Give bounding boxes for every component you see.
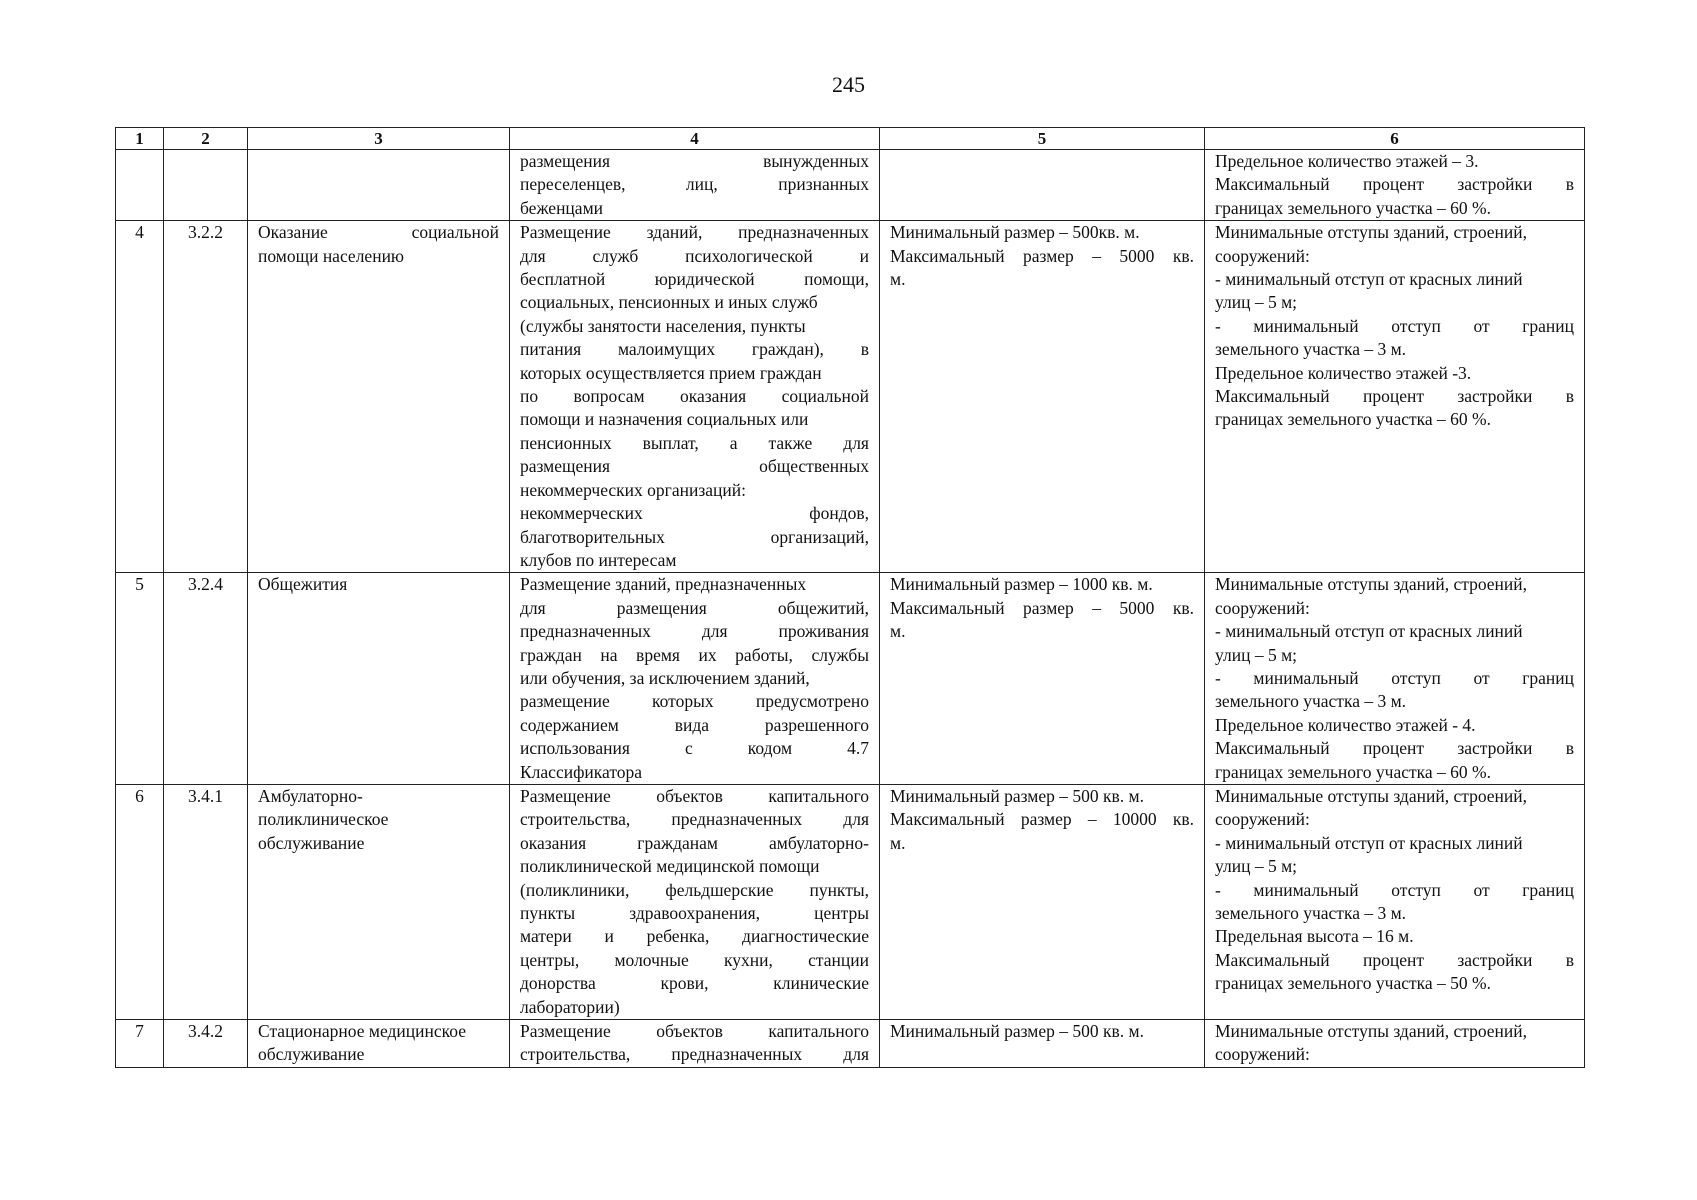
text-line: Минимальные отступы зданий, строений, (1215, 574, 1528, 595)
text-line: обслуживание (258, 1044, 365, 1065)
construction-params-cell (1205, 784, 1585, 1019)
text-line: граждан на время их работы, службы (520, 644, 869, 665)
text-line: Минимальный размер – 500кв. м. (890, 222, 1140, 243)
text-line: благотворительных организаций, (520, 526, 869, 547)
text-line: Стационарное медицинское (258, 1021, 466, 1042)
plot-size-cell (880, 221, 1205, 573)
text-line: сооружений: (1215, 245, 1310, 266)
text-line: содержанием вида разрешенного (520, 714, 869, 735)
text-line: поликлиническое (258, 809, 389, 830)
table-row (116, 150, 1585, 221)
text-line: питания малоимущих граждан), в (520, 339, 869, 360)
text-line: размещения вынужденных (520, 151, 869, 171)
text-line: Размещение объектов капитального (520, 1021, 869, 1042)
row-number-cell: 7 (116, 1020, 164, 1068)
text-line: для служб психологической и (520, 245, 869, 266)
text-line: пенсионных выплат, а также для (520, 432, 869, 453)
text-line: Максимальный процент застройки в (1215, 738, 1574, 759)
text-line: Общежития (258, 574, 348, 595)
plot-size-cell (880, 784, 1205, 1019)
text-line: улиц – 5 м; (1215, 856, 1298, 877)
row-number-cell: 5 (116, 573, 164, 785)
text-line: пункты здравоохранения, центры (520, 903, 869, 923)
text-line: - минимальный отступ от красных линий (1215, 832, 1523, 853)
column-header: 6 (1205, 128, 1585, 150)
text-line: Классификатора (520, 761, 643, 782)
text-line: матери и ребенка, диагностические (520, 926, 869, 947)
use-description-cell (510, 573, 880, 785)
text-line: Предельное количество этажей - 4. (1215, 714, 1476, 735)
text-line: помощи населению (258, 245, 405, 266)
text-line: центры, молочные кухни, станции (520, 949, 869, 970)
column-header: 1 (116, 128, 164, 150)
text-line: или обучения, за исключением зданий, (520, 667, 810, 688)
type-code-cell: 3.2.4 (164, 573, 248, 785)
text-line: обслуживание (258, 832, 365, 853)
text-line: Максимальный размер – 5000 кв. (890, 245, 1194, 266)
construction-params-cell (1205, 150, 1585, 221)
use-type-name-cell (248, 573, 510, 785)
text-line: Максимальный процент застройки в (1215, 949, 1574, 970)
text-line: Минимальные отступы зданий, строений, (1215, 222, 1528, 243)
text-line: лаборатории) (520, 996, 620, 1017)
text-line: Предельное количество этажей -3. (1215, 362, 1472, 383)
column-header: 3 (248, 128, 510, 150)
text-line: Минимальные отступы зданий, строений, (1215, 1021, 1528, 1042)
text-line: размещение которых предусмотрено (520, 691, 869, 712)
text-line: м. (890, 269, 906, 290)
text-line: границах земельного участка – 50 %. (1215, 973, 1491, 994)
text-line: земельного участка – 3 м. (1215, 339, 1407, 360)
type-code-cell: 3.2.2 (164, 221, 248, 573)
use-description-cell (510, 221, 880, 573)
text-line: переселенцев, лиц, признанных (520, 174, 869, 195)
column-header: 5 (880, 128, 1205, 150)
text-line: Размещение зданий, предназначенных (520, 574, 807, 595)
text-line: - минимальный отступ от границ (1215, 879, 1574, 900)
plot-size-cell (880, 573, 1205, 785)
text-line: Минимальный размер – 500 кв. м. (890, 1021, 1144, 1042)
use-type-name-cell (248, 784, 510, 1019)
text-line: использования с кодом 4.7 (520, 738, 869, 759)
text-line: Максимальный размер – 10000 кв. (890, 809, 1194, 830)
text-line: границах земельного участка – 60 %. (1215, 761, 1491, 782)
text-line: бесплатной юридической помощи, (520, 269, 869, 290)
text-line: сооружений: (1215, 597, 1310, 618)
text-line: по вопросам оказания социальной (520, 386, 869, 407)
text-line: Минимальные отступы зданий, строений, (1215, 785, 1528, 806)
text-line: донорства крови, клинические (520, 973, 869, 994)
column-number-row (116, 128, 1585, 150)
row-number-cell: 6 (116, 784, 164, 1019)
type-code-cell: 3.4.2 (164, 1020, 248, 1068)
text-line: беженцами (520, 197, 604, 218)
use-type-name-cell (248, 221, 510, 573)
text-line: Предельная высота – 16 м. (1215, 926, 1414, 947)
text-line: (службы занятости населения, пункты (520, 315, 806, 336)
text-line: - минимальный отступ от красных линий (1215, 621, 1523, 642)
text-line: Максимальный процент застройки в (1215, 174, 1574, 195)
zoning-table (115, 127, 1585, 1068)
text-line: помощи и назначения социальных или (520, 409, 809, 430)
column-header: 4 (510, 128, 880, 150)
text-line: Амбулаторно- (258, 785, 363, 806)
use-description-cell (510, 150, 880, 221)
table-body (116, 150, 1585, 1068)
type-code-cell: 3.4.1 (164, 784, 248, 1019)
text-line: м. (890, 621, 906, 642)
text-line: (поликлиники, фельдшерские пункты, (520, 879, 869, 900)
text-line: предназначенных для проживания (520, 621, 869, 642)
text-line: некоммерческих организаций: (520, 479, 746, 500)
text-line: поликлинической медицинской помощи (520, 856, 820, 877)
use-description-cell (510, 1020, 880, 1068)
text-line: земельного участка – 3 м. (1215, 903, 1407, 923)
row-number-cell (116, 150, 164, 221)
text-line: Минимальный размер – 1000 кв. м. (890, 574, 1153, 595)
table-row (116, 1020, 1585, 1068)
use-description-cell (510, 784, 880, 1019)
text-line: сооружений: (1215, 1044, 1310, 1065)
text-line: оказания гражданам амбулаторно- (520, 832, 869, 853)
construction-params-cell (1205, 573, 1585, 785)
text-line: строительства, предназначенных для (520, 1044, 869, 1065)
text-line: Размещение зданий, предназначенных (520, 222, 869, 243)
text-line: земельного участка – 3 м. (1215, 691, 1407, 712)
construction-params-cell (1205, 221, 1585, 573)
text-line: сооружений: (1215, 809, 1310, 830)
text-line: размещения общественных (520, 456, 869, 477)
page-number: 245 (832, 72, 865, 97)
text-line: некоммерческих фондов, (520, 503, 869, 524)
column-header: 2 (164, 128, 248, 150)
text-line: Максимальный размер – 5000 кв. (890, 597, 1194, 618)
text-line: которых осуществляется прием граждан (520, 362, 822, 383)
text-line: - минимальный отступ от границ (1215, 315, 1574, 336)
text-line: улиц – 5 м; (1215, 644, 1298, 665)
use-type-name-cell (248, 1020, 510, 1068)
table-row (116, 221, 1585, 573)
plot-size-cell (880, 1020, 1205, 1068)
type-code-cell (164, 150, 248, 221)
text-line: - минимальный отступ от красных линий (1215, 269, 1523, 290)
text-line: Оказание социальной (258, 222, 499, 243)
text-line: клубов по интересам (520, 549, 677, 570)
text-line: Предельное количество этажей – 3. (1215, 151, 1479, 171)
text-line: м. (890, 832, 906, 853)
text-line: - минимальный отступ от границ (1215, 667, 1574, 688)
table-row (116, 784, 1585, 1019)
text-line: Минимальный размер – 500 кв. м. (890, 785, 1144, 806)
use-type-name-cell (248, 150, 510, 221)
row-number-cell: 4 (116, 221, 164, 573)
text-line: границах земельного участка – 60 %. (1215, 197, 1491, 218)
construction-params-cell (1205, 1020, 1585, 1068)
plot-size-cell (880, 150, 1205, 221)
text-line: строительства, предназначенных для (520, 809, 869, 830)
text-line: для размещения общежитий, (520, 597, 869, 618)
text-line: улиц – 5 м; (1215, 292, 1298, 313)
text-line: Размещение объектов капитального (520, 785, 869, 806)
text-line: Максимальный процент застройки в (1215, 386, 1574, 407)
text-line: социальных, пенсионных и иных служб (520, 292, 818, 313)
text-line: границах земельного участка – 60 %. (1215, 409, 1491, 430)
table-row (116, 573, 1585, 785)
